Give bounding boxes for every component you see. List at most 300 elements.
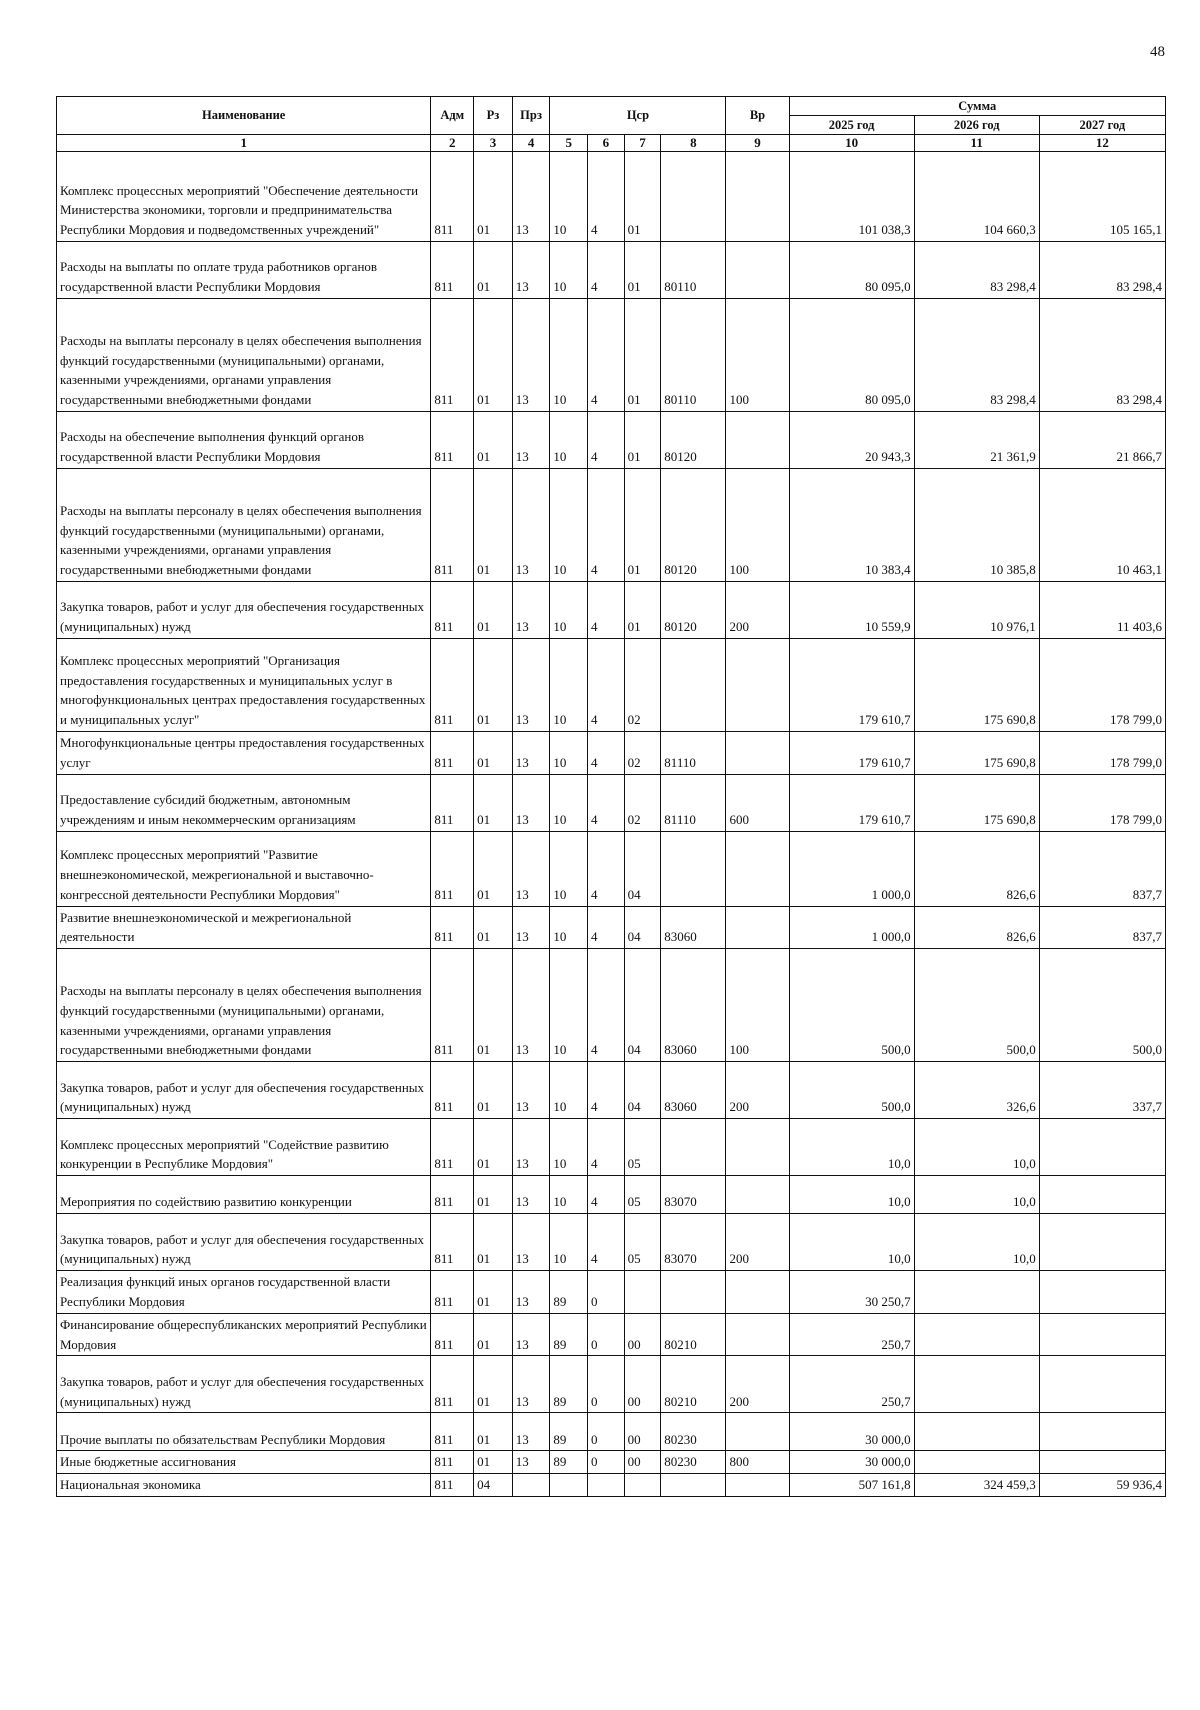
column-number: 12 [1039,135,1165,152]
row-csr-part1: 89 [550,1313,588,1356]
table-row [57,906,1166,949]
row-rz: 01 [474,242,513,299]
row-name: Комплекс процессных мероприятий "Развитие внешнеэкономической, межрегиональной и выставочно-конгрессной деятельности Республики Мордовия" [57,831,431,906]
row-adm: 811 [431,1474,474,1497]
row-vr: 200 [726,1214,789,1271]
row-adm: 811 [431,1451,474,1474]
table-row [57,1451,1166,1474]
row-prz: 13 [512,1214,550,1271]
row-vr: 800 [726,1451,789,1474]
column-number: 9 [726,135,789,152]
row-vr: 100 [726,949,789,1062]
row-csr-part3: 01 [624,582,661,639]
row-rz: 01 [474,1356,513,1413]
row-vr [726,1313,789,1356]
budget-table [56,96,1166,1497]
row-rz: 01 [474,949,513,1062]
table-row [57,1356,1166,1413]
row-amount-2025: 1 000,0 [789,906,914,949]
row-name: Реализация функций иных органов государственной власти Республики Мордовия [57,1271,431,1314]
table-row [57,1474,1166,1497]
row-amount-2025: 179 610,7 [789,639,914,732]
row-csr-part4: 80230 [661,1451,726,1474]
row-adm: 811 [431,1271,474,1314]
row-amount-2025: 179 610,7 [789,774,914,831]
row-prz: 13 [512,152,550,242]
row-adm: 811 [431,582,474,639]
row-adm: 811 [431,732,474,775]
row-amount-2025: 1 000,0 [789,831,914,906]
row-rz: 01 [474,412,513,469]
row-amount-2025: 500,0 [789,1062,914,1119]
row-csr-part1: 10 [550,242,588,299]
column-number-row [57,135,1166,152]
column-number: 5 [550,135,588,152]
row-amount-2025: 500,0 [789,949,914,1062]
row-rz: 01 [474,1214,513,1271]
row-rz: 01 [474,639,513,732]
row-amount-2026: 826,6 [914,906,1039,949]
row-rz: 01 [474,906,513,949]
row-amount-2027 [1039,1413,1165,1451]
row-name: Прочие выплаты по обязательствам Республики Мордовия [57,1413,431,1451]
column-number: 8 [661,135,726,152]
row-name: Комплекс процессных мероприятий "Содействие развитию конкуренции в Республике Мордовия" [57,1119,431,1176]
row-amount-2025: 10,0 [789,1214,914,1271]
header-name: Наименование [57,97,431,135]
row-name: Иные бюджетные ассигнования [57,1451,431,1474]
row-vr [726,906,789,949]
row-amount-2027 [1039,1271,1165,1314]
row-csr-part1: 10 [550,1176,588,1214]
header-year-2025: 2025 год [789,116,914,135]
row-csr-part2: 4 [588,469,625,582]
row-csr-part4 [661,1119,726,1176]
row-amount-2026: 10,0 [914,1119,1039,1176]
row-amount-2027 [1039,1451,1165,1474]
row-amount-2025: 507 161,8 [789,1474,914,1497]
row-csr-part4 [661,639,726,732]
row-adm: 811 [431,774,474,831]
page-number: 48 [1150,44,1165,60]
row-amount-2027: 83 298,4 [1039,242,1165,299]
row-csr-part1: 10 [550,469,588,582]
row-amount-2025: 80 095,0 [789,242,914,299]
row-name: Расходы на выплаты персоналу в целях обеспечения выполнения функций государственными (муниципальными) органами, казенными учреждениями, органами управления государственными внебюджетными фондами [57,949,431,1062]
row-adm: 811 [431,469,474,582]
row-rz: 01 [474,1119,513,1176]
table-row [57,242,1166,299]
row-csr-part4: 83070 [661,1176,726,1214]
row-prz: 13 [512,906,550,949]
row-vr [726,1271,789,1314]
header-vr: Вр [726,97,789,135]
row-csr-part1: 89 [550,1356,588,1413]
row-vr [726,1176,789,1214]
row-csr-part2: 0 [588,1356,625,1413]
row-adm: 811 [431,1214,474,1271]
row-csr-part4: 80120 [661,412,726,469]
row-name: Расходы на выплаты персоналу в целях обеспечения выполнения функций государственными (муниципальными) органами, казенными учреждениями, органами управления государственными внебюджетными фондами [57,299,431,412]
row-csr-part3: 02 [624,639,661,732]
row-csr-part3: 05 [624,1214,661,1271]
row-csr-part1: 10 [550,1062,588,1119]
row-rz: 04 [474,1474,513,1497]
header-prz: Прз [512,97,550,135]
table-row [57,949,1166,1062]
row-amount-2025: 10 559,9 [789,582,914,639]
row-csr-part2: 4 [588,949,625,1062]
row-rz: 01 [474,152,513,242]
row-name: Закупка товаров, работ и услуг для обеспечения государственных (муниципальных) нужд [57,1062,431,1119]
row-rz: 01 [474,1413,513,1451]
row-amount-2025: 30 000,0 [789,1451,914,1474]
column-number: 7 [624,135,661,152]
row-amount-2026: 175 690,8 [914,732,1039,775]
row-rz: 01 [474,1451,513,1474]
table-row [57,774,1166,831]
row-csr-part1: 10 [550,732,588,775]
row-csr-part2: 4 [588,774,625,831]
row-name: Мероприятия по содействию развитию конкуренции [57,1176,431,1214]
row-csr-part2: 4 [588,242,625,299]
row-vr [726,1119,789,1176]
table-row [57,582,1166,639]
row-csr-part3: 02 [624,774,661,831]
row-prz: 13 [512,242,550,299]
row-prz: 13 [512,774,550,831]
row-amount-2026: 10 385,8 [914,469,1039,582]
table-row [57,732,1166,775]
row-amount-2026: 10,0 [914,1176,1039,1214]
row-csr-part2: 4 [588,639,625,732]
row-csr-part1: 89 [550,1451,588,1474]
row-amount-2026 [914,1451,1039,1474]
row-csr-part2: 4 [588,1119,625,1176]
table-row [57,412,1166,469]
row-csr-part3 [624,1474,661,1497]
row-csr-part3: 01 [624,412,661,469]
row-name: Закупка товаров, работ и услуг для обеспечения государственных (муниципальных) нужд [57,1356,431,1413]
row-amount-2026 [914,1413,1039,1451]
row-name: Расходы на выплаты по оплате труда работников органов государственной власти Республики Мордовия [57,242,431,299]
row-vr: 100 [726,299,789,412]
row-amount-2025: 101 038,3 [789,152,914,242]
row-adm: 811 [431,1062,474,1119]
row-amount-2025: 20 943,3 [789,412,914,469]
row-adm: 811 [431,412,474,469]
header-csr: Цср [550,97,726,135]
row-csr-part2 [588,1474,625,1497]
column-number: 11 [914,135,1039,152]
row-prz: 13 [512,1313,550,1356]
row-amount-2027: 837,7 [1039,906,1165,949]
row-csr-part4 [661,831,726,906]
row-amount-2025: 10,0 [789,1119,914,1176]
row-adm: 811 [431,1313,474,1356]
row-csr-part4: 80120 [661,469,726,582]
row-prz: 13 [512,831,550,906]
row-vr: 200 [726,1356,789,1413]
row-csr-part1: 89 [550,1271,588,1314]
row-csr-part4: 80230 [661,1413,726,1451]
row-rz: 01 [474,831,513,906]
row-csr-part1: 10 [550,1214,588,1271]
row-prz: 13 [512,412,550,469]
row-adm: 811 [431,906,474,949]
row-amount-2026: 324 459,3 [914,1474,1039,1497]
row-csr-part2: 4 [588,1062,625,1119]
row-amount-2025: 250,7 [789,1356,914,1413]
row-rz: 01 [474,732,513,775]
row-csr-part3: 02 [624,732,661,775]
row-csr-part2: 4 [588,906,625,949]
row-amount-2025: 80 095,0 [789,299,914,412]
row-amount-2027: 337,7 [1039,1062,1165,1119]
row-name: Комплекс процессных мероприятий "Организация предоставления государственных и муниципальных услуг в многофункциональных центрах предоставления государственных и муниципальных услуг" [57,639,431,732]
row-amount-2026: 10,0 [914,1214,1039,1271]
row-prz: 13 [512,1119,550,1176]
row-csr-part2: 4 [588,412,625,469]
row-csr-part2: 0 [588,1413,625,1451]
column-number: 1 [57,135,431,152]
row-amount-2027 [1039,1313,1165,1356]
row-amount-2025: 179 610,7 [789,732,914,775]
row-prz: 13 [512,1451,550,1474]
row-amount-2026: 826,6 [914,831,1039,906]
row-csr-part4: 80210 [661,1356,726,1413]
row-prz: 13 [512,732,550,775]
row-csr-part3: 00 [624,1413,661,1451]
row-csr-part2: 0 [588,1271,625,1314]
row-name: Предоставление субсидий бюджетным, автономным учреждениям и иным некоммерческим организациям [57,774,431,831]
row-csr-part1: 10 [550,906,588,949]
row-csr-part2: 4 [588,152,625,242]
row-rz: 01 [474,774,513,831]
header-year-2026: 2026 год [914,116,1039,135]
row-csr-part1: 10 [550,582,588,639]
row-prz [512,1474,550,1497]
row-amount-2027: 500,0 [1039,949,1165,1062]
row-name: Национальная экономика [57,1474,431,1497]
header-adm: Адм [431,97,474,135]
table-row [57,1271,1166,1314]
row-csr-part4: 83060 [661,1062,726,1119]
row-csr-part4: 81110 [661,732,726,775]
row-csr-part4 [661,1474,726,1497]
row-amount-2027: 105 165,1 [1039,152,1165,242]
row-rz: 01 [474,582,513,639]
column-number: 4 [512,135,550,152]
row-csr-part3: 04 [624,906,661,949]
row-amount-2026: 104 660,3 [914,152,1039,242]
row-vr [726,1413,789,1451]
row-csr-part2: 4 [588,299,625,412]
row-name: Развитие внешнеэкономической и межрегиональной деятельности [57,906,431,949]
row-csr-part3: 00 [624,1313,661,1356]
row-csr-part3: 04 [624,1062,661,1119]
row-name: Закупка товаров, работ и услуг для обеспечения государственных (муниципальных) нужд [57,582,431,639]
row-csr-part1: 10 [550,774,588,831]
header-year-2027: 2027 год [1039,116,1165,135]
table-row [57,1214,1166,1271]
row-amount-2026 [914,1313,1039,1356]
row-csr-part3: 01 [624,242,661,299]
row-adm: 811 [431,299,474,412]
row-amount-2027: 178 799,0 [1039,732,1165,775]
header-sum: Сумма [789,97,1165,116]
column-number: 2 [431,135,474,152]
row-rz: 01 [474,1062,513,1119]
row-amount-2026: 175 690,8 [914,774,1039,831]
row-csr-part3: 00 [624,1451,661,1474]
row-csr-part2: 4 [588,1214,625,1271]
row-csr-part4: 83070 [661,1214,726,1271]
row-prz: 13 [512,1356,550,1413]
row-csr-part2: 4 [588,1176,625,1214]
row-adm: 811 [431,152,474,242]
column-number: 3 [474,135,513,152]
header-rz: Рз [474,97,513,135]
row-amount-2026 [914,1356,1039,1413]
row-csr-part2: 4 [588,582,625,639]
row-adm: 811 [431,949,474,1062]
row-amount-2026: 83 298,4 [914,299,1039,412]
table-row [57,469,1166,582]
row-csr-part4: 83060 [661,949,726,1062]
row-csr-part4: 80120 [661,582,726,639]
row-prz: 13 [512,1271,550,1314]
row-csr-part1: 10 [550,412,588,469]
row-prz: 13 [512,1062,550,1119]
table-row [57,299,1166,412]
row-amount-2027: 83 298,4 [1039,299,1165,412]
row-vr: 200 [726,1062,789,1119]
row-amount-2027: 10 463,1 [1039,469,1165,582]
row-amount-2027: 837,7 [1039,831,1165,906]
row-csr-part4: 80110 [661,242,726,299]
row-vr [726,152,789,242]
row-prz: 13 [512,1413,550,1451]
row-amount-2027: 21 866,7 [1039,412,1165,469]
table-row [57,831,1166,906]
row-name: Комплекс процессных мероприятий "Обеспечение деятельности Министерства экономики, торговли и предпринимательства Республики Мордовия и подведомственных учреждений" [57,152,431,242]
row-amount-2026: 175 690,8 [914,639,1039,732]
row-amount-2025: 10,0 [789,1176,914,1214]
row-amount-2026: 326,6 [914,1062,1039,1119]
row-prz: 13 [512,469,550,582]
table-row [57,1413,1166,1451]
column-number: 6 [588,135,625,152]
row-csr-part3: 04 [624,949,661,1062]
row-csr-part3 [624,1271,661,1314]
row-csr-part3: 05 [624,1176,661,1214]
row-amount-2027: 11 403,6 [1039,582,1165,639]
row-csr-part2: 0 [588,1451,625,1474]
row-prz: 13 [512,949,550,1062]
row-vr [726,639,789,732]
row-vr [726,242,789,299]
row-name: Закупка товаров, работ и услуг для обеспечения государственных (муниципальных) нужд [57,1214,431,1271]
row-amount-2027 [1039,1119,1165,1176]
row-amount-2026: 500,0 [914,949,1039,1062]
row-csr-part1: 10 [550,1119,588,1176]
row-csr-part3: 01 [624,152,661,242]
row-prz: 13 [512,299,550,412]
row-csr-part4 [661,1271,726,1314]
row-amount-2027: 178 799,0 [1039,639,1165,732]
row-adm: 811 [431,242,474,299]
row-amount-2026: 10 976,1 [914,582,1039,639]
row-csr-part3: 05 [624,1119,661,1176]
row-amount-2026 [914,1271,1039,1314]
row-csr-part4: 83060 [661,906,726,949]
row-amount-2026: 83 298,4 [914,242,1039,299]
row-amount-2027 [1039,1356,1165,1413]
row-rz: 01 [474,299,513,412]
row-prz: 13 [512,1176,550,1214]
row-csr-part4: 81110 [661,774,726,831]
row-csr-part2: 4 [588,732,625,775]
row-csr-part1: 10 [550,949,588,1062]
row-adm: 811 [431,639,474,732]
row-csr-part3: 04 [624,831,661,906]
row-vr [726,831,789,906]
row-csr-part3: 00 [624,1356,661,1413]
row-rz: 01 [474,469,513,582]
row-adm: 811 [431,1176,474,1214]
row-amount-2027: 178 799,0 [1039,774,1165,831]
row-rz: 01 [474,1176,513,1214]
row-csr-part3: 01 [624,299,661,412]
table-row [57,1119,1166,1176]
row-csr-part1: 10 [550,639,588,732]
row-vr: 600 [726,774,789,831]
row-name: Расходы на обеспечение выполнения функций органов государственной власти Республики Мордовия [57,412,431,469]
row-vr [726,412,789,469]
row-name: Расходы на выплаты персоналу в целях обеспечения выполнения функций государственными (муниципальными) органами, казенными учреждениями, органами управления государственными внебюджетными фондами [57,469,431,582]
table-row [57,639,1166,732]
row-amount-2027 [1039,1176,1165,1214]
row-amount-2025: 30 000,0 [789,1413,914,1451]
row-csr-part2: 0 [588,1313,625,1356]
row-prz: 13 [512,582,550,639]
column-number: 10 [789,135,914,152]
row-rz: 01 [474,1313,513,1356]
row-csr-part1: 10 [550,831,588,906]
row-csr-part3: 01 [624,469,661,582]
row-adm: 811 [431,1119,474,1176]
row-amount-2027: 59 936,4 [1039,1474,1165,1497]
row-amount-2025: 30 250,7 [789,1271,914,1314]
row-name: Финансирование общереспубликанских мероприятий Республики Мордовия [57,1313,431,1356]
row-rz: 01 [474,1271,513,1314]
row-csr-part4 [661,152,726,242]
row-amount-2027 [1039,1214,1165,1271]
row-adm: 811 [431,1413,474,1451]
row-csr-part4: 80110 [661,299,726,412]
row-adm: 811 [431,1356,474,1413]
row-amount-2026: 21 361,9 [914,412,1039,469]
row-csr-part1: 10 [550,299,588,412]
row-name: Многофункциональные центры предоставления государственных услуг [57,732,431,775]
table-row [57,1176,1166,1214]
table-row [57,152,1166,242]
row-amount-2025: 10 383,4 [789,469,914,582]
row-csr-part1 [550,1474,588,1497]
row-amount-2025: 250,7 [789,1313,914,1356]
row-vr: 100 [726,469,789,582]
